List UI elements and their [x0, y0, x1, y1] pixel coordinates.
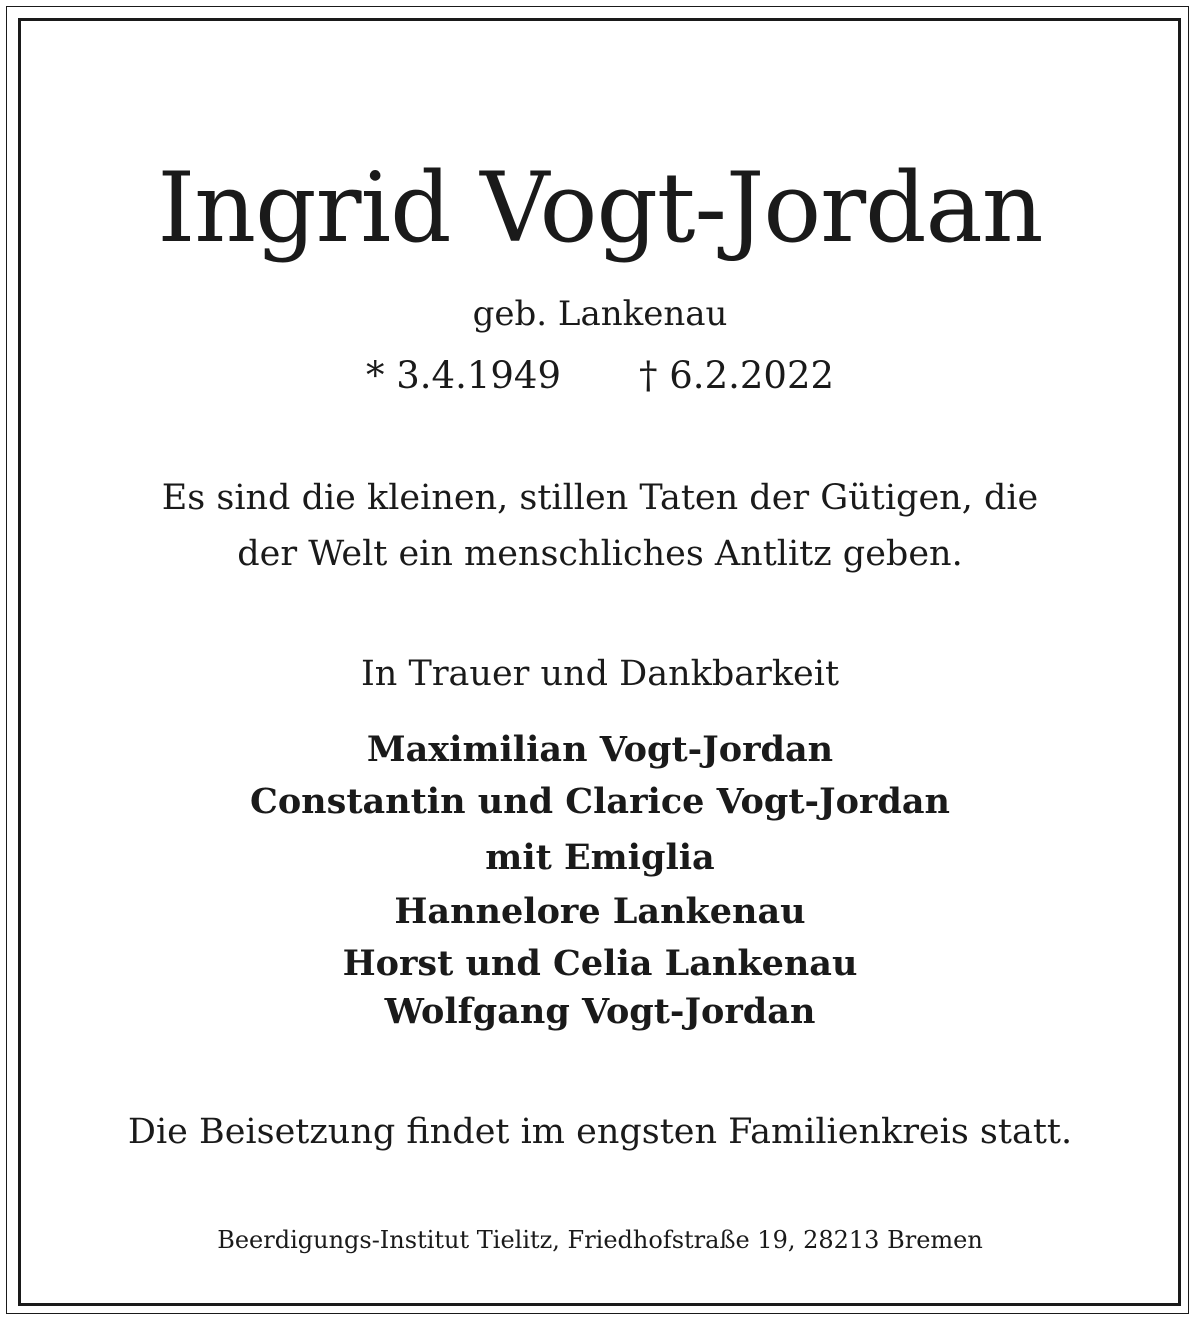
death-date: † 6.2.2022	[639, 354, 835, 397]
mourner-5: Horst und Celia Lankenau	[342, 943, 858, 984]
life-dates	[0, 350, 1200, 402]
mourner-3: mit Emiglia	[485, 837, 715, 878]
quote-line-2: der Welt ein menschliches Antlitz geben.	[237, 534, 963, 574]
funeral-note: Die Beisetzung findet im engsten Familienkreis statt.	[127, 1112, 1073, 1152]
deceased-name: Ingrid Vogt-Jordan	[157, 152, 1043, 264]
maiden-name: geb. Lankenau	[472, 294, 728, 334]
mourner-4: Hannelore Lankenau	[394, 891, 806, 932]
mourner-6: Wolfgang Vogt-Jordan	[384, 991, 816, 1032]
undertaker-info: Beerdigungs-Institut Tielitz, Friedhofstraße 19, 28213 Bremen	[217, 1226, 983, 1254]
mourner-1: Maximilian Vogt-Jordan	[366, 729, 834, 770]
mourner-2: Constantin und Clarice Vogt-Jordan	[249, 781, 951, 822]
birth-date: * 3.4.1949	[365, 354, 561, 397]
quote-line-1: Es sind die kleinen, stillen Taten der Gütigen, die	[161, 478, 1039, 518]
mourning-line: In Trauer und Dankbarkeit	[360, 654, 840, 694]
